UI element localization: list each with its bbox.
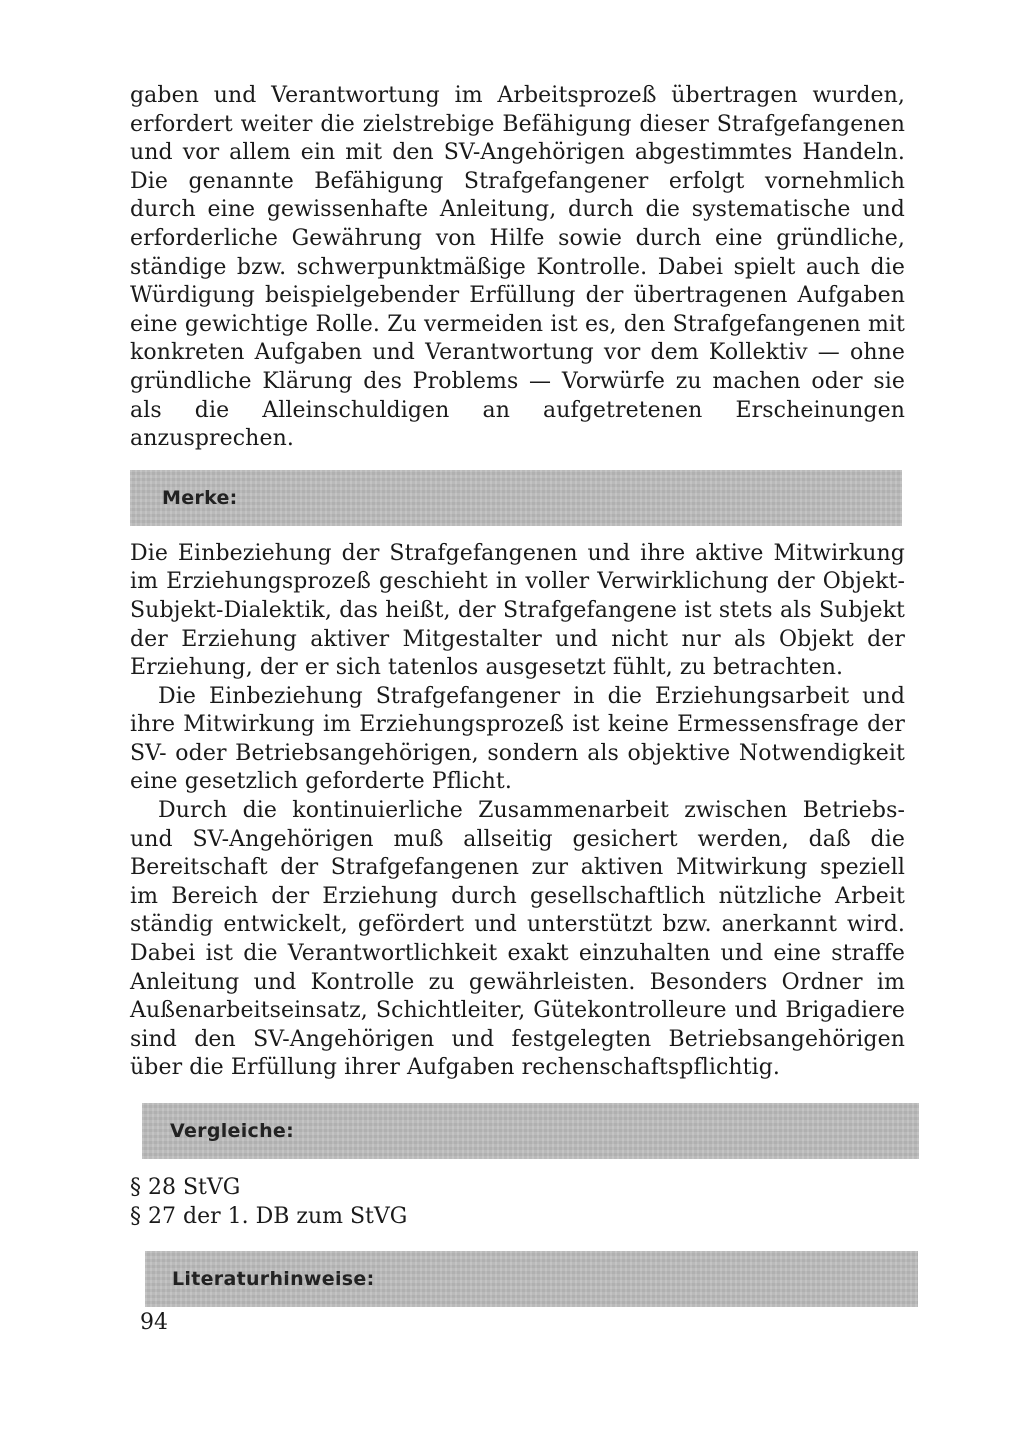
- merke-box: [130, 470, 902, 526]
- merke-paragraph-1: Die Einbeziehung der Strafgefangenen und ihre aktive Mitwirkung im Erziehungsprozeß geschieht in voller Verwirklichung der Objekt-Subjekt-Dialektik, das heißt, der Strafgefangene ist stets als Subjekt der Erziehung aktiver Mitgestalter und nicht nur als Objekt der Erziehung, der er sich tatenlos ausgesetzt fühlt, zu betrachten.: [130, 540, 905, 681]
- page-body: [130, 82, 905, 1307]
- reference-list: [130, 1173, 905, 1231]
- reference-item: § 27 der 1. DB zum StVG: [130, 1204, 408, 1229]
- reference-item: § 28 StVG: [130, 1175, 241, 1200]
- page-number: 94: [140, 1310, 168, 1335]
- literatur-label: Literaturhinweise:: [172, 1268, 375, 1290]
- vergleiche-label: Vergleiche:: [170, 1120, 295, 1142]
- merke-label: Merke:: [162, 486, 238, 509]
- merke-paragraph-2: Die Einbeziehung Strafgefangener in die Erziehungsarbeit und ihre Mitwirkung im Erziehungsprozeß ist keine Ermessensfrage der SV- oder Betriebsangehörigen, sondern als objektive Notwendigkeit eine gesetzlich geforderte Pflicht.: [130, 683, 905, 795]
- vergleiche-box: [142, 1103, 919, 1159]
- intro-paragraph: gaben und Verantwortung im Arbeitsprozeß übertragen wurden, erfordert weiter die zielstrebige Befähigung dieser Strafgefangenen und vor allem ein mit den SV-Angehörigen abgestimmtes Handeln. Die genannte Befähigung Strafgefangener erfolgt vornehmlich durch eine gewissenhafte Anleitung, durch die systematische und erforderliche Gewährung von Hilfe sowie durch eine gründliche, ständige bzw. schwerpunktmäßige Kontrolle. Dabei spielt auch die Würdigung beispielgebender Erfüllung der übertragenen Aufgaben eine gewichtige Rolle. Zu vermeiden ist es, den Strafgefangenen mit konkreten Aufgaben und Verantwortung vor dem Kollektiv — ohne gründliche Klärung des Problems — Vorwürfe zu machen oder sie als die Alleinschuldigen an aufgetretenen Erscheinungen anzusprechen.: [130, 83, 905, 452]
- literatur-box: [145, 1251, 918, 1307]
- merke-paragraph-3: Durch die kontinuierliche Zusammenarbeit zwischen Betriebs- und SV-Angehörigen muß allseitig gesichert werden, daß die Bereitschaft der Strafgefangenen zur aktiven Mitwirkung speziell im Bereich der Erziehung durch gesellschaftlich nützliche Arbeit ständig entwickelt, gefördert und unterstützt bzw. anerkannt wird. Dabei ist die Verantwortlichkeit exakt einzuhalten und eine straffe Anleitung und Kontrolle zu gewährleisten. Besonders Ordner im Außenarbeitseinsatz, Schichtleiter, Gütekontrolleure und Brigadiere sind den SV-Angehörigen und festgelegten Betriebsangehörigen über die Erfüllung ihrer Aufgaben rechenschaftspflichtig.: [130, 798, 905, 1081]
